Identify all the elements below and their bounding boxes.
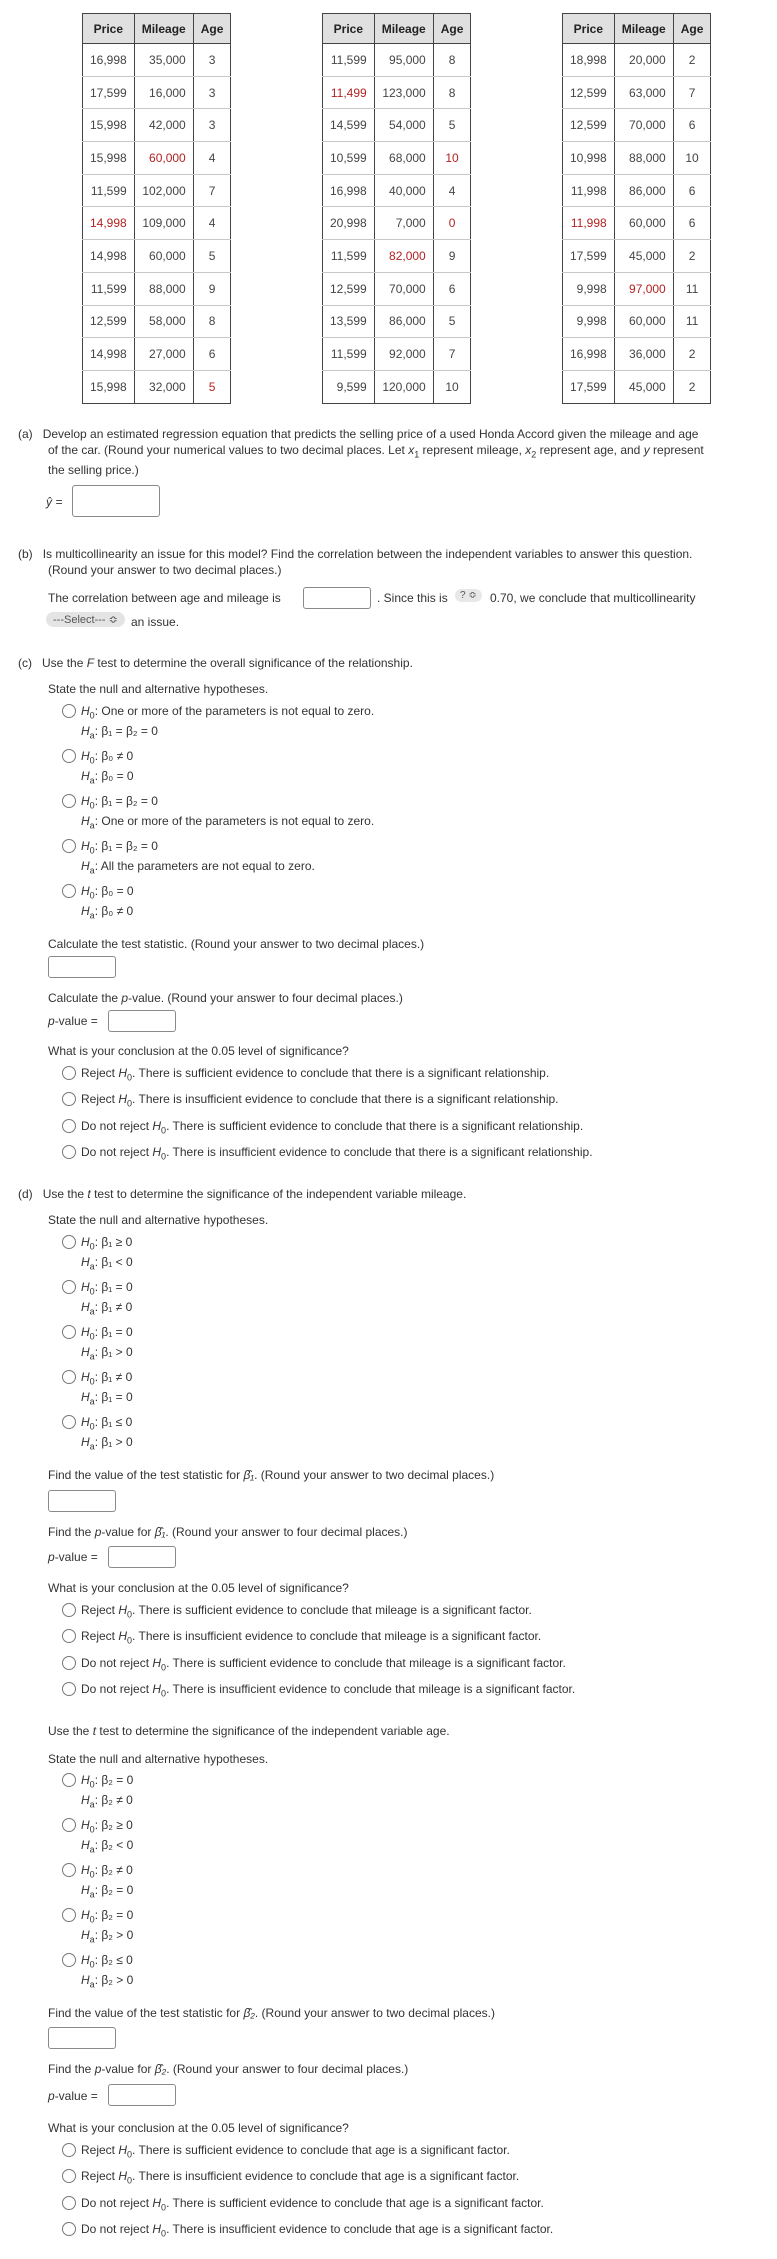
table-cell: 20,000 bbox=[614, 44, 673, 77]
radio-button[interactable] bbox=[62, 1818, 76, 1832]
conclusion-option[interactable] bbox=[62, 1118, 762, 1134]
table-row bbox=[83, 142, 231, 175]
table-cell: 95,000 bbox=[374, 44, 433, 77]
hypothesis-text: $H_0$: β₂ = 0 $H_a$: β₂ ≠ 0 bbox=[81, 1773, 134, 1810]
table-row bbox=[83, 207, 231, 240]
radio-button[interactable] bbox=[62, 1603, 76, 1617]
age-pvalue-prompt: Find the p-value for β̂₂. (Round your answer to four decimal places.) bbox=[48, 2062, 409, 2076]
table-cell: 12,599 bbox=[323, 272, 375, 305]
table-cell: 14,998 bbox=[83, 240, 135, 273]
table-row bbox=[563, 76, 711, 109]
table-cell: 15,998 bbox=[83, 142, 135, 175]
table-cell: 11 bbox=[673, 272, 711, 305]
hypothesis-text: $H_0$: β₂ ≤ 0 $H_a$: β₂ > 0 bbox=[81, 1953, 134, 1990]
table-row bbox=[323, 370, 471, 403]
table-row bbox=[83, 370, 231, 403]
column-header: Age bbox=[433, 14, 471, 44]
f-statistic-input[interactable] bbox=[48, 956, 116, 978]
radio-button[interactable] bbox=[62, 1908, 76, 1922]
table-cell: 40,000 bbox=[374, 174, 433, 207]
hypothesis-option[interactable] bbox=[62, 1414, 762, 1452]
table-cell: 86,000 bbox=[614, 174, 673, 207]
table-cell: 4 bbox=[193, 207, 231, 240]
table-cell: 2 bbox=[673, 44, 711, 77]
hypothesis-text: $H_0$: β₁ = 0 $H_a$: β₁ ≠ 0 bbox=[81, 1280, 133, 1317]
radio-button[interactable] bbox=[62, 749, 76, 763]
hypothesis-option[interactable] bbox=[62, 1862, 762, 1900]
table-cell: 14,599 bbox=[323, 109, 375, 142]
hypothesis-text: $H_0$: β₂ = 0 $H_a$: β₂ > 0 bbox=[81, 1908, 134, 1945]
conclusion-text: Do not reject $H_0$. There is sufficient evidence to conclude that age is a significant factor. bbox=[81, 2195, 544, 2212]
conclusion-option[interactable] bbox=[62, 1628, 762, 1644]
table-row bbox=[83, 109, 231, 142]
table-cell: 60,000 bbox=[134, 240, 193, 273]
threshold-text: 0.70, we conclude that multicollinearity bbox=[490, 591, 696, 605]
table-cell: 3 bbox=[193, 109, 231, 142]
table-cell: 7 bbox=[193, 174, 231, 207]
data-table-3 bbox=[562, 13, 711, 404]
table-cell: 2 bbox=[673, 240, 711, 273]
table-row bbox=[323, 272, 471, 305]
hypothesis-option[interactable] bbox=[62, 793, 762, 831]
table-cell: 11,499 bbox=[323, 76, 375, 109]
table-row bbox=[83, 174, 231, 207]
regression-equation-input[interactable] bbox=[72, 485, 160, 517]
conclusion-option[interactable] bbox=[62, 1602, 762, 1618]
mileage-pvalue-label: p-value = bbox=[48, 1550, 98, 1564]
table-row bbox=[563, 272, 711, 305]
hypothesis-option[interactable] bbox=[62, 838, 762, 876]
table-cell: 15,998 bbox=[83, 109, 135, 142]
part-a-question: (a) Develop an estimated regression equation that predicts the selling price of a used Honda Accord given the mileage and age of the car. (Round your numerical values to two decimal places. Let $x_1$ represent mileage, $x_2$ represent age, and y represent the selling price.) bbox=[18, 427, 704, 478]
table-cell: 70,000 bbox=[374, 272, 433, 305]
table-cell: 86,000 bbox=[374, 305, 433, 338]
table-cell: 5 bbox=[433, 305, 471, 338]
table-cell: 2 bbox=[673, 370, 711, 403]
table-cell: 123,000 bbox=[374, 76, 433, 109]
table-cell: 6 bbox=[193, 338, 231, 371]
mileage-pvalue-input[interactable] bbox=[108, 1546, 176, 1568]
correlation-text: The correlation between age and mileage is bbox=[48, 591, 281, 605]
conclusion-text: Do not reject $H_0$. There is sufficient evidence to conclude that mileage is a significant factor. bbox=[81, 1655, 566, 1672]
table-row bbox=[563, 174, 711, 207]
table-cell: 120,000 bbox=[374, 370, 433, 403]
conclusion-text: Reject $H_0$. There is insufficient evidence to conclude that age is a significant factor. bbox=[81, 2169, 520, 2186]
table-row bbox=[83, 272, 231, 305]
table-cell: 10,599 bbox=[323, 142, 375, 175]
age-t-statistic-input[interactable] bbox=[48, 2027, 116, 2049]
part-c-conclusion-prompt: What is your conclusion at the 0.05 level of significance? bbox=[48, 1044, 349, 1058]
table-row bbox=[563, 305, 711, 338]
part-d-hypotheses-prompt: State the null and alternative hypotheses. bbox=[48, 1213, 269, 1227]
mileage-t-statistic-input[interactable] bbox=[48, 1490, 116, 1512]
hypothesis-option[interactable] bbox=[62, 1817, 762, 1855]
table-cell: 16,000 bbox=[134, 76, 193, 109]
conclusion-text: Reject $H_0$. There is sufficient evidence to conclude that there is a significant relationship. bbox=[81, 1066, 550, 1083]
radio-button[interactable] bbox=[62, 1119, 76, 1133]
table-cell: 20,998 bbox=[323, 207, 375, 240]
table-cell: 102,000 bbox=[134, 174, 193, 207]
table-cell: 58,000 bbox=[134, 305, 193, 338]
table-cell: 15,998 bbox=[83, 370, 135, 403]
table-cell: 16,998 bbox=[323, 174, 375, 207]
hypothesis-text: $H_0$: β₁ ≤ 0 $H_a$: β₁ > 0 bbox=[81, 1415, 133, 1452]
table-cell: 17,599 bbox=[83, 76, 135, 109]
conclusion-option[interactable] bbox=[62, 2168, 762, 2184]
table-cell: 11,998 bbox=[563, 174, 615, 207]
age-conclusion-prompt: What is your conclusion at the 0.05 level of significance? bbox=[48, 2121, 349, 2135]
table-cell: 4 bbox=[433, 174, 471, 207]
table-cell: 45,000 bbox=[614, 240, 673, 273]
correlation-input[interactable] bbox=[303, 587, 371, 609]
column-header: Price bbox=[83, 14, 135, 44]
table-cell: 9,998 bbox=[563, 305, 615, 338]
table-cell: 9,599 bbox=[323, 370, 375, 403]
table-cell: 5 bbox=[193, 240, 231, 273]
hypothesis-text: $H_0$: β₀ ≠ 0 $H_a$: β₀ = 0 bbox=[81, 749, 134, 786]
mileage-stat-prompt: Find the value of the test statistic for β̂₁. (Round your answer to two decimal places.) bbox=[48, 1468, 495, 1482]
conclusion-option[interactable] bbox=[62, 1681, 762, 1697]
conclusion-text: Do not reject $H_0$. There is insufficient evidence to conclude that mileage is a significant factor. bbox=[81, 1681, 576, 1699]
yhat-label: ŷ = bbox=[46, 495, 63, 509]
hypothesis-option[interactable] bbox=[62, 1772, 762, 1810]
conclusion-option[interactable] bbox=[62, 1091, 762, 1107]
table-row bbox=[563, 240, 711, 273]
table-cell: 60,000 bbox=[614, 207, 673, 240]
column-header: Price bbox=[323, 14, 375, 44]
table-cell: 14,998 bbox=[83, 207, 135, 240]
hypothesis-text: $H_0$: β₂ ≥ 0 $H_a$: β₂ < 0 bbox=[81, 1818, 134, 1855]
conclusion-option[interactable] bbox=[62, 2142, 762, 2158]
part-c-title: (c) Use the F test to determine the overall significance of the relationship. bbox=[18, 656, 413, 670]
table-row bbox=[563, 370, 711, 403]
table-row bbox=[83, 44, 231, 77]
table-cell: 8 bbox=[433, 76, 471, 109]
hypothesis-text: $H_0$: β₁ = β₂ = 0 $H_a$: One or more of the parameters is not equal to zero. bbox=[81, 794, 375, 831]
table-cell: 10,998 bbox=[563, 142, 615, 175]
table-cell: 10 bbox=[433, 142, 471, 175]
column-header: Price bbox=[563, 14, 615, 44]
radio-button[interactable] bbox=[62, 2222, 76, 2236]
conclusion-text: Do not reject $H_0$. There is sufficient evidence to conclude that there is a significant relationship. bbox=[81, 1118, 584, 1135]
table-row bbox=[83, 240, 231, 273]
age-stat-prompt: Find the value of the test statistic for β̂₂. (Round your answer to two decimal places.) bbox=[48, 2006, 495, 2020]
part-c-stat-prompt: Calculate the test statistic. (Round your answer to two decimal places.) bbox=[48, 937, 425, 951]
radio-button[interactable] bbox=[62, 794, 76, 808]
hypothesis-text: $H_0$: β₁ ≥ 0 $H_a$: β₁ < 0 bbox=[81, 1235, 133, 1272]
conclusion-option[interactable] bbox=[62, 1144, 762, 1160]
table-cell: 11,599 bbox=[323, 240, 375, 273]
table-row bbox=[563, 207, 711, 240]
table-cell: 9 bbox=[433, 240, 471, 273]
table-row bbox=[563, 109, 711, 142]
column-header: Age bbox=[193, 14, 231, 44]
table-cell: 12,599 bbox=[563, 76, 615, 109]
hypothesis-option[interactable] bbox=[62, 1369, 762, 1407]
conclusion-text: Do not reject $H_0$. There is insufficient evidence to conclude that age is a significant factor. bbox=[81, 2221, 554, 2239]
radio-button[interactable] bbox=[62, 839, 76, 853]
mileage-pvalue-prompt: Find the p-value for β̂₁. (Round your answer to four decimal places.) bbox=[48, 1525, 408, 1539]
table-cell: 5 bbox=[193, 370, 231, 403]
table-cell: 63,000 bbox=[614, 76, 673, 109]
table-header-row bbox=[83, 14, 231, 44]
table-header-row bbox=[323, 14, 471, 44]
table-cell: 4 bbox=[193, 142, 231, 175]
hypothesis-text: $H_0$: β₁ ≠ 0 $H_a$: β₁ = 0 bbox=[81, 1370, 133, 1407]
table-cell: 7 bbox=[433, 338, 471, 371]
table-cell: 45,000 bbox=[614, 370, 673, 403]
radio-button[interactable] bbox=[62, 1092, 76, 1106]
table-cell: 35,000 bbox=[134, 44, 193, 77]
conclusion-text: Reject $H_0$. There is sufficient evidence to conclude that mileage is a significant factor. bbox=[81, 1603, 532, 1620]
table-cell: 11,599 bbox=[323, 44, 375, 77]
table-cell: 9,998 bbox=[563, 272, 615, 305]
radio-button[interactable] bbox=[62, 1235, 76, 1249]
hypothesis-text: $H_0$: β₂ ≠ 0 $H_a$: β₂ = 0 bbox=[81, 1863, 134, 1900]
hypothesis-option[interactable] bbox=[62, 748, 762, 786]
conclusion-option[interactable] bbox=[62, 1065, 762, 1081]
table-cell: 88,000 bbox=[134, 272, 193, 305]
table-row bbox=[323, 305, 471, 338]
table-cell: 11,599 bbox=[83, 272, 135, 305]
table-row bbox=[323, 174, 471, 207]
table-cell: 16,998 bbox=[563, 338, 615, 371]
radio-button[interactable] bbox=[62, 1325, 76, 1339]
table-cell: 17,599 bbox=[563, 240, 615, 273]
radio-button[interactable] bbox=[62, 1280, 76, 1294]
column-header: Mileage bbox=[134, 14, 193, 44]
radio-button[interactable] bbox=[62, 1415, 76, 1429]
part-b-question: (b) Is multicollinearity an issue for this model? Find the correlation between the independent variables to answer this question. (Round your answer to two decimal places.) bbox=[18, 547, 693, 577]
table-cell: 9 bbox=[193, 272, 231, 305]
part-d-title: (d) Use the t test to determine the significance of the independent variable mileage. bbox=[18, 1187, 467, 1201]
table-cell: 8 bbox=[433, 44, 471, 77]
table-cell: 82,000 bbox=[374, 240, 433, 273]
age-hypotheses-prompt: State the null and alternative hypotheses. bbox=[48, 1752, 269, 1766]
table-cell: 97,000 bbox=[614, 272, 673, 305]
table-cell: 54,000 bbox=[374, 109, 433, 142]
table-cell: 0 bbox=[433, 207, 471, 240]
conclusion-text: Reject $H_0$. There is insufficient evidence to conclude that mileage is a significant factor. bbox=[81, 1629, 542, 1646]
table-cell: 5 bbox=[433, 109, 471, 142]
radio-button[interactable] bbox=[62, 704, 76, 718]
table-cell: 70,000 bbox=[614, 109, 673, 142]
radio-button[interactable] bbox=[62, 1145, 76, 1159]
conclusion-text: Do not reject $H_0$. There is insufficient evidence to conclude that there is a significant relationship. bbox=[81, 1144, 593, 1162]
table-cell: 13,599 bbox=[323, 305, 375, 338]
table-cell: 17,599 bbox=[563, 370, 615, 403]
data-table-2 bbox=[322, 13, 471, 404]
table-cell: 7 bbox=[673, 76, 711, 109]
age-pvalue-input[interactable] bbox=[108, 2084, 176, 2106]
table-cell: 109,000 bbox=[134, 207, 193, 240]
conclusion-text: Reject $H_0$. There is insufficient evidence to conclude that there is a significant relationship. bbox=[81, 1092, 559, 1109]
table-row bbox=[323, 240, 471, 273]
comparison-select[interactable]: ? ≎ bbox=[455, 589, 482, 602]
issue-text: an issue. bbox=[131, 615, 180, 629]
table-cell: 2 bbox=[673, 338, 711, 371]
table-row bbox=[83, 338, 231, 371]
hypothesis-text: $H_0$: One or more of the parameters is not equal to zero. $H_a$: β₁ = β₂ = 0 bbox=[81, 704, 375, 741]
table-cell: 11 bbox=[673, 305, 711, 338]
hypothesis-option[interactable] bbox=[62, 1324, 762, 1362]
table-row bbox=[323, 338, 471, 371]
table-cell: 6 bbox=[433, 272, 471, 305]
radio-button[interactable] bbox=[62, 1370, 76, 1384]
table-row bbox=[563, 44, 711, 77]
table-cell: 68,000 bbox=[374, 142, 433, 175]
table-row bbox=[563, 142, 711, 175]
table-header-row bbox=[563, 14, 711, 44]
table-cell: 36,000 bbox=[614, 338, 673, 371]
radio-button[interactable] bbox=[62, 1629, 76, 1643]
column-header: Mileage bbox=[374, 14, 433, 44]
table-cell: 6 bbox=[673, 174, 711, 207]
hypothesis-text: $H_0$: β₀ = 0 $H_a$: β₀ ≠ 0 bbox=[81, 884, 134, 921]
table-cell: 12,599 bbox=[563, 109, 615, 142]
table-cell: 10 bbox=[433, 370, 471, 403]
since-text: . Since this is bbox=[377, 591, 448, 605]
radio-button[interactable] bbox=[62, 2143, 76, 2157]
conclusion-option[interactable] bbox=[62, 1655, 762, 1671]
table-row bbox=[563, 338, 711, 371]
table-cell: 18,998 bbox=[563, 44, 615, 77]
age-test-title: Use the t test to determine the significance of the independent variable age. bbox=[48, 1724, 450, 1738]
table-cell: 11,599 bbox=[83, 174, 135, 207]
table-cell: 10 bbox=[673, 142, 711, 175]
conclusion-option[interactable] bbox=[62, 2221, 762, 2237]
column-header: Mileage bbox=[614, 14, 673, 44]
table-cell: 12,599 bbox=[83, 305, 135, 338]
table-row bbox=[323, 142, 471, 175]
radio-button[interactable] bbox=[62, 1953, 76, 1967]
f-pvalue-input[interactable] bbox=[108, 1010, 176, 1032]
radio-button[interactable] bbox=[62, 1773, 76, 1787]
table-cell: 42,000 bbox=[134, 109, 193, 142]
table-cell: 6 bbox=[673, 207, 711, 240]
radio-button[interactable] bbox=[62, 2196, 76, 2210]
radio-button[interactable] bbox=[62, 2169, 76, 2183]
conclusion-text: Reject $H_0$. There is sufficient evidence to conclude that age is a significant factor. bbox=[81, 2143, 510, 2160]
table-row bbox=[323, 207, 471, 240]
hypothesis-option[interactable] bbox=[62, 1907, 762, 1945]
data-table-1 bbox=[82, 13, 231, 404]
hypothesis-option[interactable] bbox=[62, 1952, 762, 1990]
table-cell: 60,000 bbox=[134, 142, 193, 175]
table-cell: 92,000 bbox=[374, 338, 433, 371]
hypothesis-option[interactable] bbox=[62, 1234, 762, 1272]
hypothesis-text: $H_0$: β₁ = 0 $H_a$: β₁ > 0 bbox=[81, 1325, 133, 1362]
table-cell: 27,000 bbox=[134, 338, 193, 371]
radio-button[interactable] bbox=[62, 884, 76, 898]
radio-button[interactable] bbox=[62, 1066, 76, 1080]
part-c-hypotheses-prompt: State the null and alternative hypotheses. bbox=[48, 682, 269, 696]
hypothesis-text: $H_0$: β₁ = β₂ = 0 $H_a$: All the parameters are not equal to zero. bbox=[81, 839, 315, 876]
part-c-pvalue-label: p-value = bbox=[48, 1014, 98, 1028]
radio-button[interactable] bbox=[62, 1656, 76, 1670]
table-row bbox=[83, 305, 231, 338]
table-cell: 16,998 bbox=[83, 44, 135, 77]
table-cell: 6 bbox=[673, 109, 711, 142]
table-cell: 32,000 bbox=[134, 370, 193, 403]
table-row bbox=[323, 44, 471, 77]
multicollinearity-select[interactable]: ---Select--- ≎ bbox=[46, 612, 125, 627]
table-row bbox=[323, 109, 471, 142]
mileage-conclusion-prompt: What is your conclusion at the 0.05 level of significance? bbox=[48, 1581, 349, 1595]
table-cell: 8 bbox=[193, 305, 231, 338]
conclusion-option[interactable] bbox=[62, 2195, 762, 2211]
table-cell: 60,000 bbox=[614, 305, 673, 338]
radio-button[interactable] bbox=[62, 1863, 76, 1877]
age-pvalue-label: p-value = bbox=[48, 2089, 98, 2103]
table-cell: 11,599 bbox=[323, 338, 375, 371]
table-row bbox=[83, 76, 231, 109]
hypothesis-option[interactable] bbox=[62, 1279, 762, 1317]
hypothesis-option[interactable] bbox=[62, 883, 762, 921]
table-row bbox=[323, 76, 471, 109]
table-cell: 3 bbox=[193, 76, 231, 109]
table-cell: 3 bbox=[193, 44, 231, 77]
part-c-pvalue-prompt: Calculate the p-value. (Round your answer to four decimal places.) bbox=[48, 991, 403, 1005]
table-cell: 11,998 bbox=[563, 207, 615, 240]
hypothesis-option[interactable] bbox=[62, 703, 762, 741]
table-cell: 7,000 bbox=[374, 207, 433, 240]
table-cell: 88,000 bbox=[614, 142, 673, 175]
column-header: Age bbox=[673, 14, 711, 44]
radio-button[interactable] bbox=[62, 1682, 76, 1696]
table-cell: 14,998 bbox=[83, 338, 135, 371]
